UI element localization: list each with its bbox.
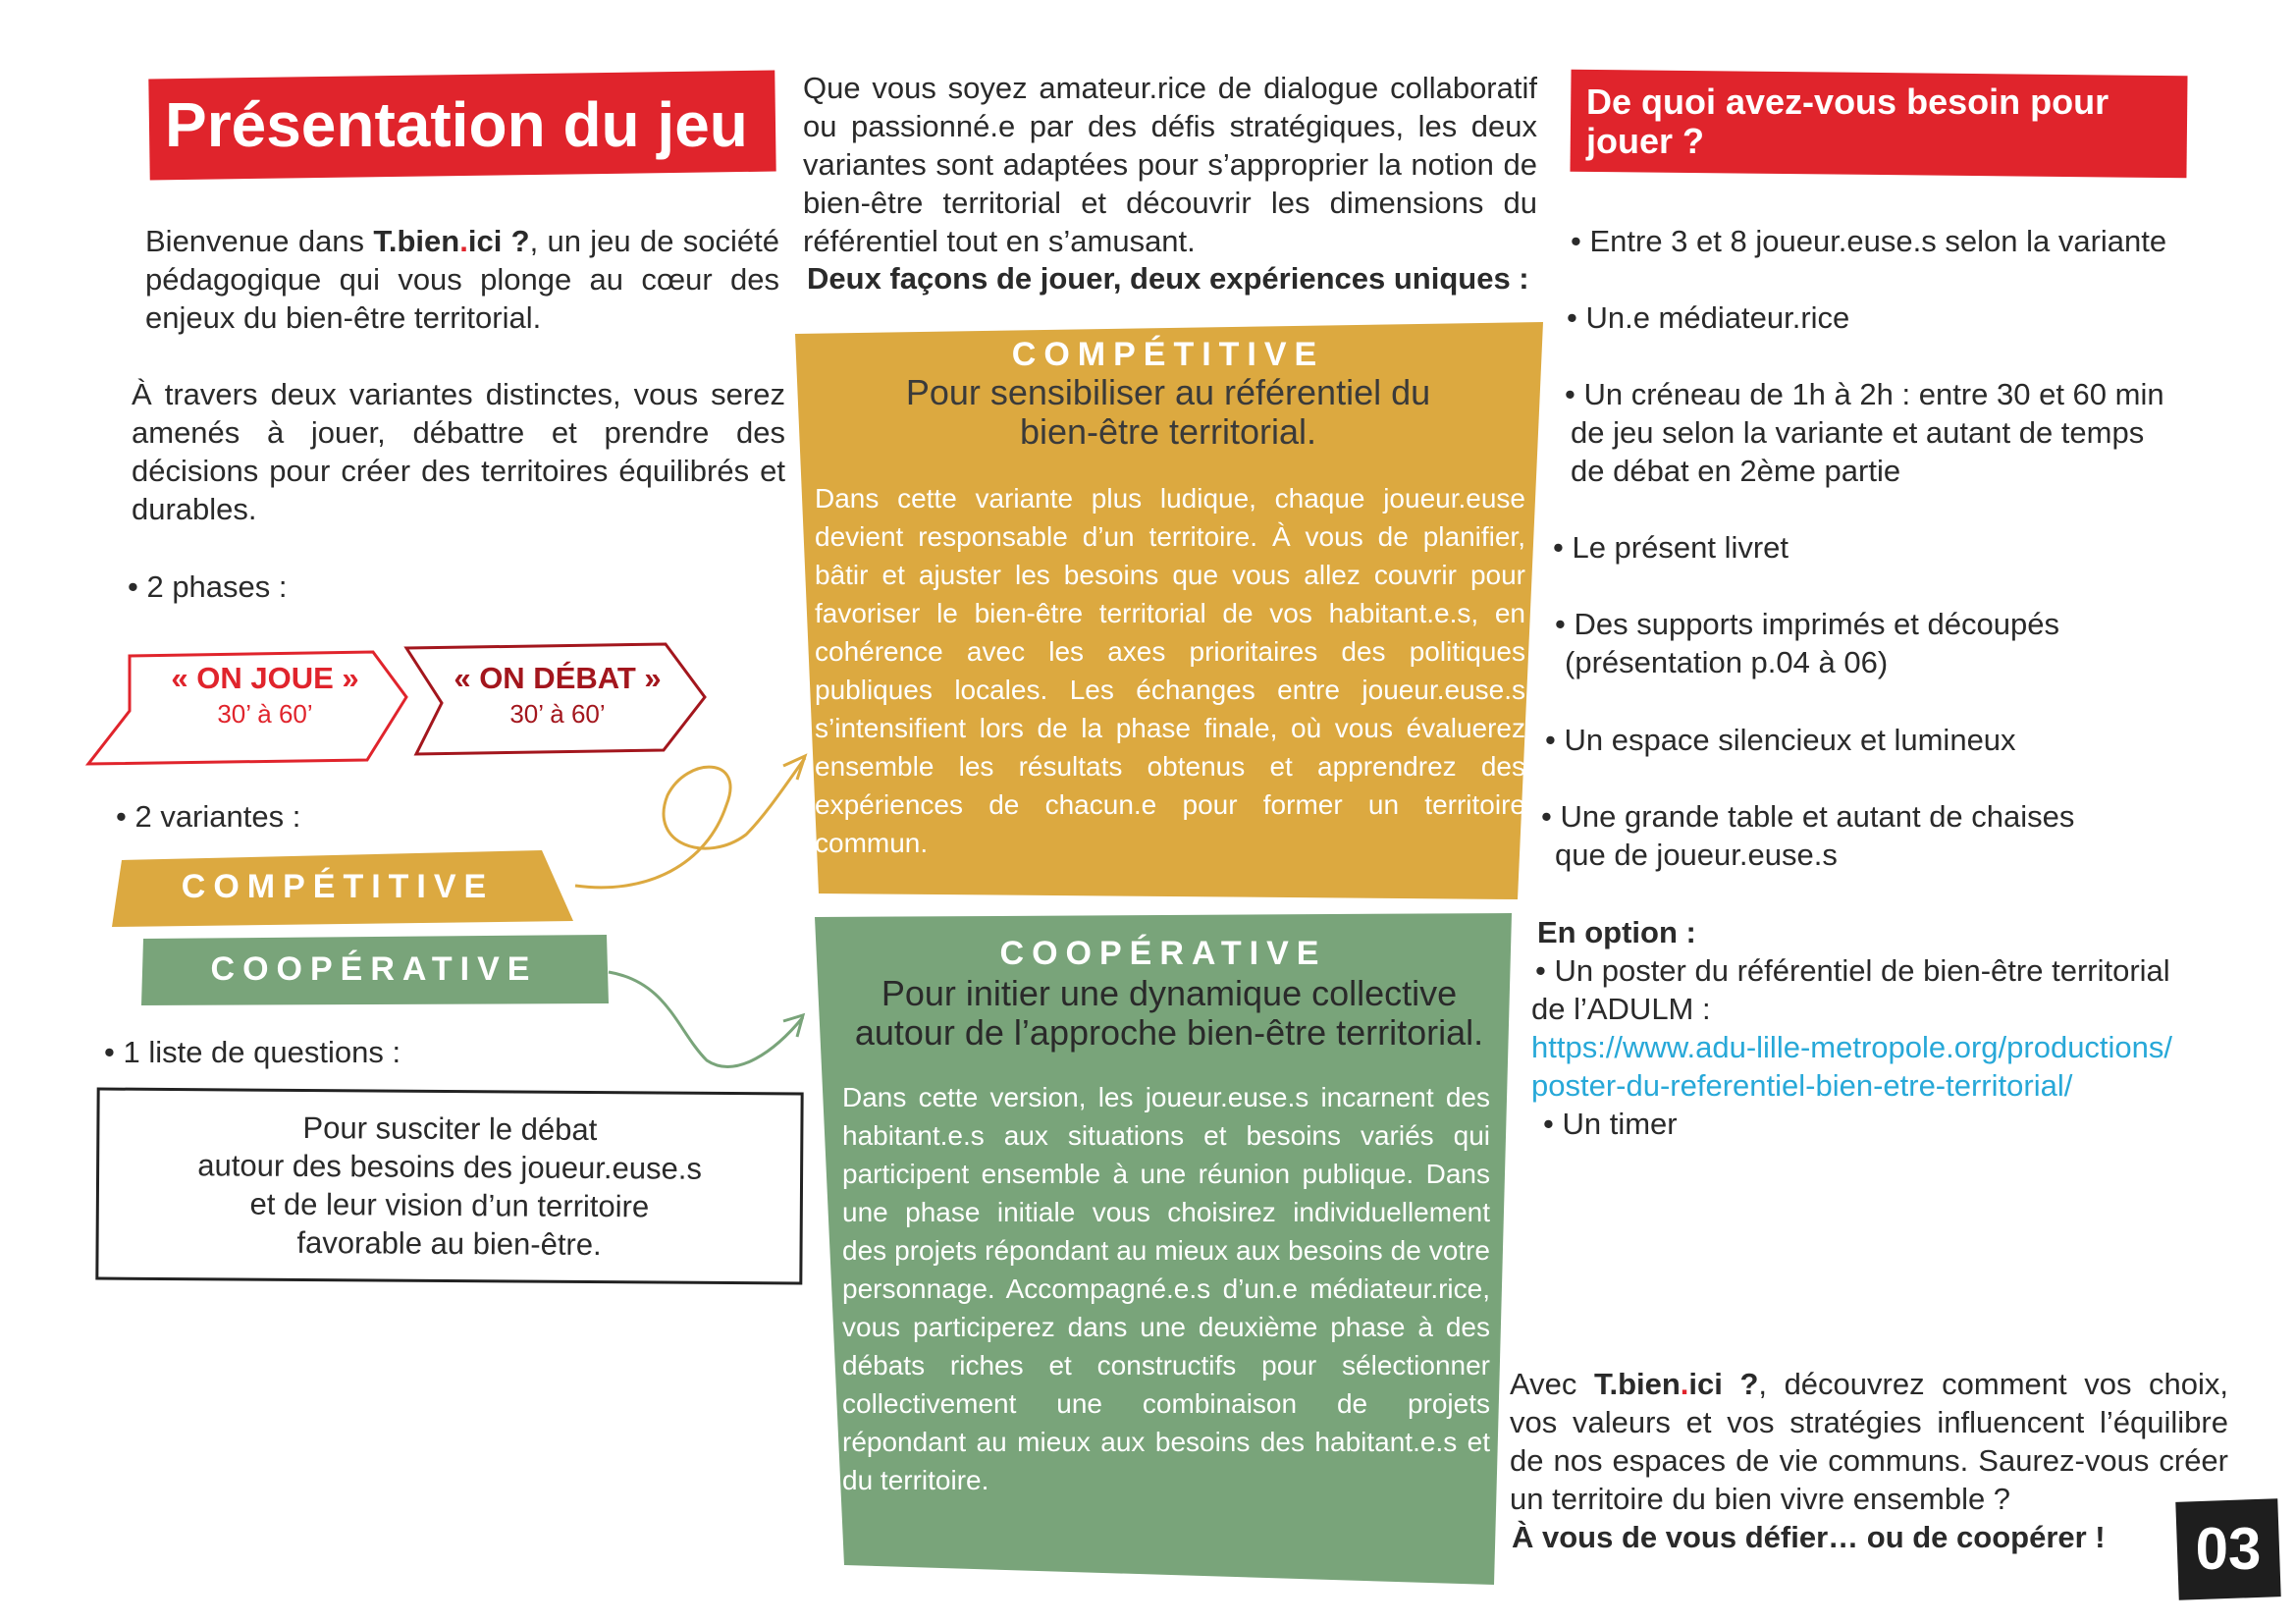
cooperative-card-subtitle: Pour initier une dynamique collective autour de l’approche bien-être territorial. (854, 973, 1484, 1053)
arrow-competitive-head (783, 756, 805, 780)
option-title: En option : (1537, 915, 1696, 949)
closing-bold: À vous de vous défier… ou de coopérer ! (1512, 1520, 2106, 1554)
intro-paragraph-2: À travers deux variantes distinctes, vous serez amenés à jouer, débattre et prendre des décisions pour créer des territoires équilibrés et durables. (132, 377, 785, 526)
need-table-2: que de joueur.euse.s (1555, 838, 1838, 872)
phase-on-joue (147, 660, 383, 731)
option-timer: • Un timer (1543, 1107, 1678, 1141)
need-time-3: de débat en 2ème partie (1571, 454, 1901, 488)
intro-paragraph-1: Bienvenue dans T.bien.ici ?, un jeu de société pédagogique qui vous plonge au cœur des enjeux du bien-être territorial. (145, 224, 779, 335)
center-intro-bold: Deux façons de jouer, deux expériences uniques : (807, 261, 1529, 296)
competitive-card-heading: COMPÉTITIVE (1011, 336, 1325, 373)
poster-link-line-2[interactable]: poster-du-referentiel-bien-etre-territorial/ (1531, 1068, 2073, 1103)
need-mediator: • Un.e médiateur.rice (1567, 300, 1850, 335)
variants-label: • 2 variantes : (116, 799, 301, 834)
option-poster-adulm: de l’ADULM : (1531, 992, 1711, 1026)
competitive-card-subtitle: Pour sensibiliser au référentiel du bien-être territorial. (905, 372, 1431, 452)
questions-line-2: autour des besoins des joueur.euse.s (197, 1148, 703, 1186)
arrow-cooperative (609, 972, 803, 1066)
need-supports-2: (présentation p.04 à 06) (1565, 645, 1889, 679)
questions-line-4: favorable au bien-être. (296, 1224, 602, 1263)
need-time-1: • Un créneau de 1h à 2h : entre 30 et 60 min (1565, 377, 2164, 411)
center-intro: Que vous soyez amateur.rice de dialogue collaboratif ou passionné.e par des défis stratégiques, les deux variantes sont adaptées pour s’approprier la notion de bien-être territorial et découvrir les dimensions du référentiel tout en s’amusant. (803, 71, 1537, 258)
page-number: 03 (2195, 1516, 2262, 1582)
option-poster: • Un poster du référentiel de bien-être territorial (1535, 953, 2170, 988)
need-players: • Entre 3 et 8 joueur.euse.s selon la variante (1571, 224, 2167, 258)
variant-cooperative-label: COOPÉRATIVE (210, 950, 538, 988)
phase-on-joue-title: « ON JOUE » (171, 661, 359, 695)
variant-competitive-label: COMPÉTITIVE (181, 868, 495, 905)
questions-line-1: Pour susciter le débat (302, 1110, 598, 1148)
need-table-1: • Une grande table et autant de chaises (1541, 799, 2075, 834)
questions-box-text (197, 1108, 703, 1265)
need-supports-1: • Des supports imprimés et découpés (1555, 607, 2059, 641)
phase-on-debat-time: 30’ à 60’ (509, 699, 606, 729)
page-title: Présentation du jeu (165, 89, 748, 160)
questions-line-3: et de leur vision d’un territoire (249, 1186, 650, 1224)
needs-title: De quoi avez-vous besoin pour jouer ? (1586, 81, 2109, 161)
need-booklet: • Le présent livret (1553, 530, 1789, 565)
arrow-competitive (575, 758, 805, 888)
questions-box (95, 1087, 803, 1284)
phase-on-joue-time: 30’ à 60’ (217, 699, 313, 729)
cooperative-card-body: Dans cette version, les joueur.euse.s incarnent des habitant.e.s aux situations et besoins variés qui participent ensemble à une réunion publique. Dans une phase initiale vous choisirez individuellement des projets répondant au mieux aux besoins de votre personnage. Accompagné.e.s d’un.e médiateur.rice, vous participerez dans une deuxième phase à des débats riches et constructifs pour sélectionner collectivement une combinaison de projets répondant au mieux aux besoins des habitant.e.s et du territoire. (842, 1082, 1490, 1495)
phase-on-debat (432, 660, 683, 731)
cooperative-card-heading: COOPÉRATIVE (999, 935, 1327, 972)
phases-label: • 2 phases : (128, 569, 288, 604)
competitive-card-body: Dans cette variante plus ludique, chaque joueur.euse devient responsable d’un territoire. À vous de planifier, bâtir et ajuster les besoins que vous allez couvrir pour favoriser le bien-être territorial de vos habitant.e.s, en cohérence avec les axes prioritaires des politiques publiques locales. Les échanges entre joueur.euse.s s’intensifient lors de la phase finale, où vous évaluerez ensemble les résultats obtenus et apprendrez des expériences de chacun.e pour former un territoire commun. (815, 483, 1525, 858)
phase-on-debat-title: « ON DÉBAT » (454, 661, 662, 695)
closing-paragraph: Avec T.bien.ici ?, découvrez comment vos choix, vos valeurs et vos stratégies influencent l’équilibre de nos espaces de vie communs. Saurez-vous créer un territoire du bien vivre ensemble ? (1510, 1367, 2228, 1516)
poster-link-line-1[interactable]: https://www.adu-lille-metropole.org/productions/ (1531, 1030, 2173, 1064)
questions-label: • 1 liste de questions : (104, 1035, 401, 1069)
need-time-2: de jeu selon la variante et autant de temps (1571, 415, 2145, 450)
need-space: • Un espace silencieux et lumineux (1545, 723, 2016, 757)
